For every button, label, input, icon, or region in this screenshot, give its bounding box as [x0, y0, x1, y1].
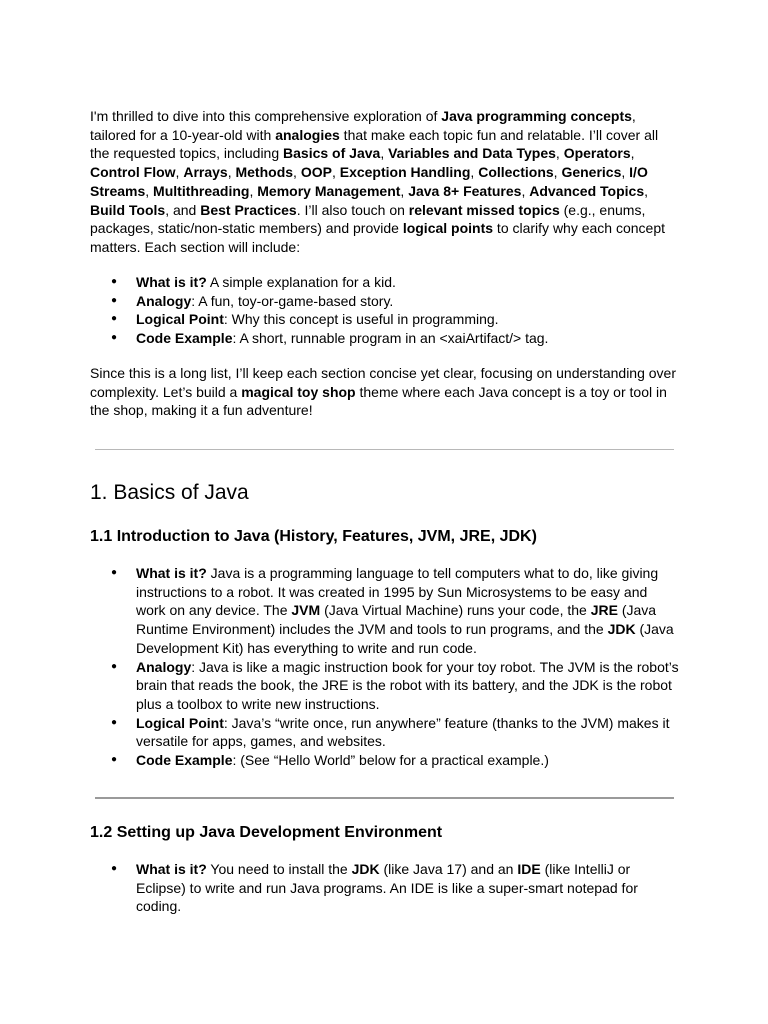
- list-item-label: Code Example: [136, 330, 233, 347]
- list-item: [90, 658, 680, 714]
- text-run: Java is a programming language to tell computers what to do, like giving instructions to a robot. It was created in 1995 by Sun Microsystems to be easy and work on any device. The: [136, 565, 659, 619]
- bold-text: logical points: [402, 220, 494, 237]
- bold-text: Variables and Data Types: [388, 145, 556, 162]
- list-item-label: Logical Point: [136, 311, 224, 328]
- list-item: [90, 310, 680, 329]
- text-run: : Java is like a magic instruction book for your toy robot. The JVM is the robot’s brain that reads the book, the JRE is the robot with its battery, and the JDK is the robot plus a toolbox to write new instructions.: [136, 658, 679, 712]
- list-item-label: What is it?: [136, 274, 207, 290]
- bold-text: JDK: [607, 621, 636, 638]
- bold-text: JVM: [291, 602, 321, 619]
- list-item-text: : A fun, toy-or-game-based story.: [191, 292, 394, 309]
- bold-text: IDE: [517, 861, 541, 877]
- text-run: ,: [145, 182, 154, 199]
- text-run: (like IntelliJ or Eclipse) to write and run Java programs. An IDE is like a super-smart notepad for coding.: [136, 861, 638, 915]
- list-item: [90, 860, 680, 916]
- text-run: ,: [630, 145, 635, 162]
- list-item: [90, 273, 680, 292]
- text-run: ,: [249, 182, 258, 199]
- bold-text: Build Tools: [90, 201, 166, 218]
- subsection-heading: 1.1 Introduction to Java (History, Features, JVM, JRE, JDK): [90, 528, 537, 545]
- text-run: : (See “Hello World” below for a practical example.): [232, 752, 549, 769]
- text-run: , and: [165, 201, 201, 218]
- text-run: . I’ll also touch on: [296, 201, 409, 218]
- text-run: ,: [470, 164, 479, 181]
- bold-text: Analogy: [136, 658, 192, 675]
- text-run: (Java Runtime Environment) includes the JVM and tools to run programs, and the: [136, 602, 657, 638]
- bold-text: JRE: [590, 602, 618, 619]
- text-run: I'm thrilled to dive into this comprehensive exploration of: [90, 108, 442, 124]
- text-run: theme where each Java concept is a toy or tool in the shop, making it a fun adventure!: [90, 383, 667, 419]
- bold-text: I/O Streams: [90, 164, 648, 199]
- list-item-label: Analogy: [136, 292, 192, 309]
- bold-text: Exception Handling: [339, 164, 471, 181]
- text-run: Since this is a long list, I’ll keep each section concise yet clear, focusing on understanding over complexity. Let’s build a: [90, 365, 676, 400]
- bold-text: Arrays: [183, 164, 228, 181]
- subsection-1-list: [90, 564, 680, 770]
- bold-text: Basics of Java: [283, 145, 381, 162]
- text-run: ,: [621, 164, 630, 181]
- bold-text: Logical Point: [136, 714, 224, 731]
- bold-text: Generics: [561, 164, 622, 181]
- list-item: [90, 714, 680, 751]
- bold-text: JDK: [351, 861, 380, 877]
- bold-text: Multithreading: [153, 182, 250, 199]
- list-item: [90, 564, 680, 658]
- text-run: ,: [331, 164, 340, 181]
- intro-paragraph: [90, 107, 680, 257]
- text-run: ,: [400, 182, 409, 199]
- bold-text: magical toy shop: [241, 383, 356, 400]
- section-heading: 1. Basics of Java: [90, 481, 249, 504]
- bold-text: Methods: [235, 164, 294, 181]
- text-run: ,: [227, 164, 236, 181]
- text-run: ,: [553, 164, 562, 181]
- outro-paragraph: [90, 364, 680, 420]
- text-run: , tailored for a 10-year-old with: [90, 108, 636, 143]
- bold-text: relevant missed topics: [408, 201, 560, 218]
- text-run: ,: [175, 164, 184, 181]
- list-item: [90, 751, 680, 770]
- list-item: [90, 292, 680, 311]
- text-run: ,: [380, 145, 389, 162]
- divider: [95, 449, 674, 450]
- text-run: (Java Development Kit) has everything to write and run code.: [136, 621, 674, 656]
- list-item-text: : Why this concept is useful in programming.: [223, 311, 499, 328]
- text-run: You need to install the: [206, 861, 352, 877]
- list-item-text: : A short, runnable program in an <xaiArtifact/> tag.: [232, 330, 549, 347]
- subsection-2-list: [90, 860, 680, 916]
- bold-text: Operators: [563, 145, 631, 162]
- bold-text: analogies: [275, 126, 340, 143]
- subsection-heading: 1.2 Setting up Java Development Environment: [90, 824, 443, 841]
- text-run: ,: [644, 182, 649, 199]
- bold-text: Code Example: [136, 752, 233, 769]
- bold-text: Java 8+ Features: [408, 182, 522, 199]
- bold-text: Java programming concepts: [441, 108, 632, 124]
- bold-text: Control Flow: [90, 164, 176, 181]
- text-run: : Java’s “write once, run anywhere” feature (thanks to the JVM) makes it versatile for apps, games, and websites.: [136, 714, 670, 750]
- bold-text: What is it?: [136, 861, 207, 877]
- text-run: ,: [521, 182, 530, 199]
- list-item: [90, 329, 680, 348]
- text-run: (Java Virtual Machine) runs your code, the: [320, 602, 591, 619]
- bold-text: OOP: [300, 164, 332, 181]
- bold-text: Advanced Topics: [529, 182, 645, 199]
- bold-text: What is it?: [136, 565, 207, 581]
- divider: [95, 797, 674, 799]
- list-item-text: A simple explanation for a kid.: [206, 274, 396, 290]
- bold-text: Memory Management: [257, 182, 401, 199]
- text-run: ,: [293, 164, 301, 181]
- section-parts-list: [90, 273, 680, 348]
- text-run: ,: [555, 145, 564, 162]
- text-run: to clarify why each concept matters. Each section will include:: [90, 220, 666, 255]
- text-run: (like Java 17) and an: [379, 861, 518, 877]
- bold-text: Best Practices: [200, 201, 297, 218]
- text-run: that make each topic fun and relatable. I’ll cover all the requested topics, including: [90, 126, 659, 162]
- bold-text: Collections: [478, 164, 554, 181]
- text-run: (e.g., enums, packages, static/non-static members) and provide: [90, 201, 646, 237]
